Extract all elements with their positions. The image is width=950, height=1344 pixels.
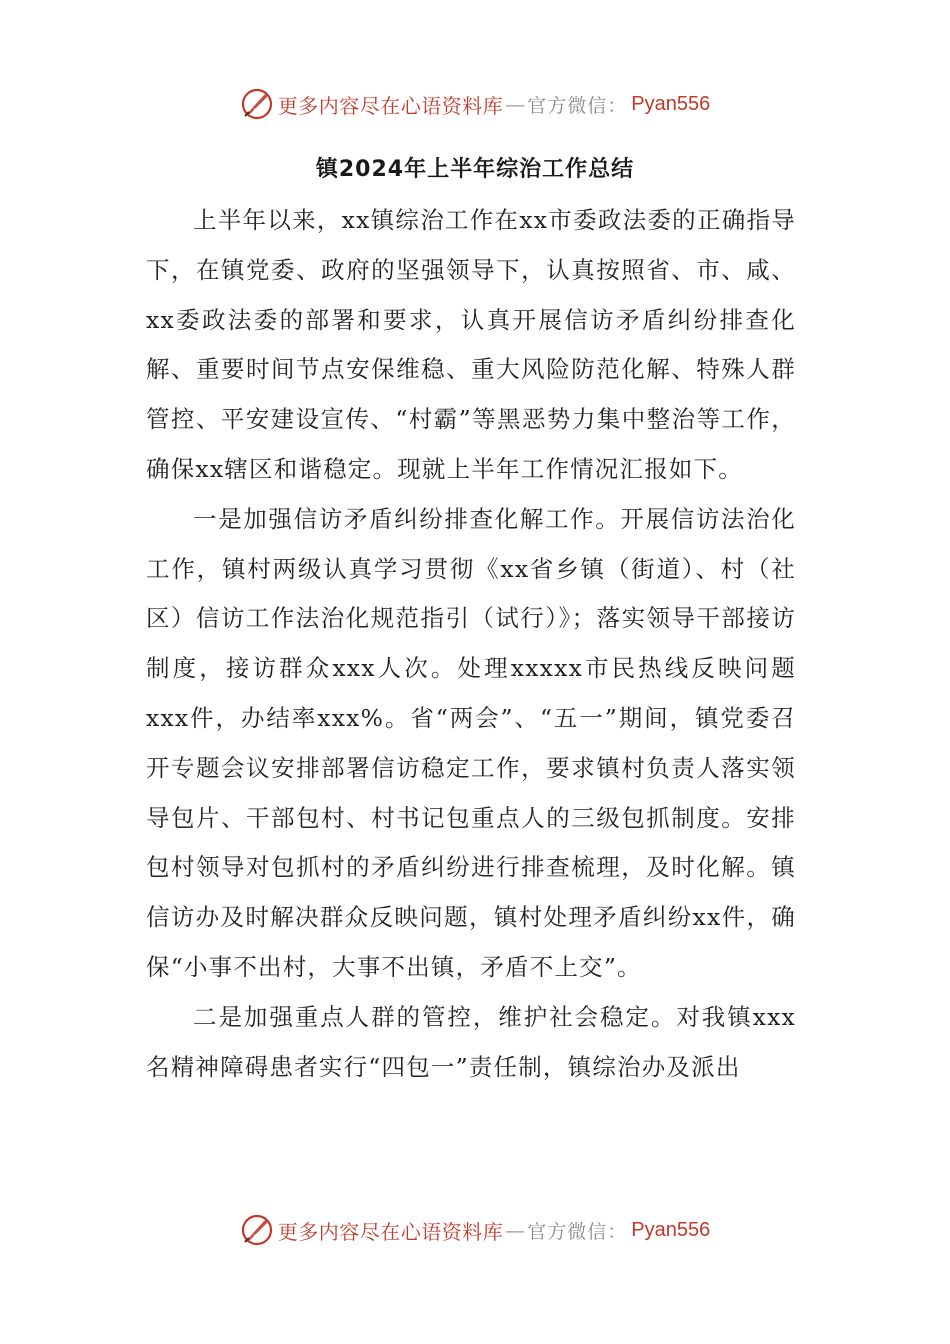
footer-banner bbox=[0, 1210, 950, 1250]
paragraph-intro: 上半年以来，xx镇综治工作在xx市委政法委的正确指导下，在镇党委、政府的坚强领导下，认真按照省、市、咸、xx委政法委的部署和要求，认真开展信访矛盾纠纷排查化解、重要时间节点安保维稳、重大风险防范化解、特殊人群管控、平安建设宣传、“村霸”等黑恶势力集中整治等工作，确保xx辖区和谐稳定。现就上半年工作情况汇报如下。 bbox=[146, 206, 796, 483]
paragraph-section-one: 一是加强信访矛盾纠纷排查化解工作。开展信访法治化工作，镇村两级认真学习贯彻《xx省乡镇（街道）、村（社区）信访工作法治化规范指引（试行）》；落实领导干部接访制度，接访群众xxx人次。处理xxxxx市民热线反映问题xxx件，办结率xxx%。省“两会”、“五一”期间，镇党委召开专题会议安排部署信访稳定工作，要求镇村负责人落实领导包片、干部包村、村书记包重点人的三级包抓制度。安排包村领导对包抓村的矛盾纠纷进行排查梳理，及时化解。镇信访办及时解决群众反映问题，镇村处理矛盾纠纷xx件，确保“小事不出村，大事不出镇，矛盾不上交”。 bbox=[146, 504, 796, 981]
quill-pen-logo-icon bbox=[240, 87, 274, 121]
banner-slogan: 更多内容尽在心语资料库 bbox=[277, 93, 504, 118]
document-title: 镇2024年上半年综治工作总结 bbox=[315, 157, 635, 182]
banner-separator: — bbox=[505, 1218, 526, 1242]
wechat-label: 官方微信： bbox=[527, 1220, 628, 1243]
wechat-label: 官方微信： bbox=[527, 94, 628, 117]
banner-separator: — bbox=[505, 92, 526, 116]
document-body bbox=[146, 196, 796, 1092]
banner-slogan: 更多内容尽在心语资料库 bbox=[277, 1219, 504, 1244]
wechat-id: Pyan556 bbox=[631, 92, 711, 115]
header-banner bbox=[0, 84, 950, 124]
paragraph-section-two: 二是加强重点人群的管控，维护社会稳定。对我镇xxx名精神障碍患者实行“四包一”责任制，镇综治办及派出 bbox=[146, 1002, 796, 1081]
quill-pen-logo-icon bbox=[240, 1213, 274, 1247]
wechat-id: Pyan556 bbox=[631, 1218, 711, 1241]
